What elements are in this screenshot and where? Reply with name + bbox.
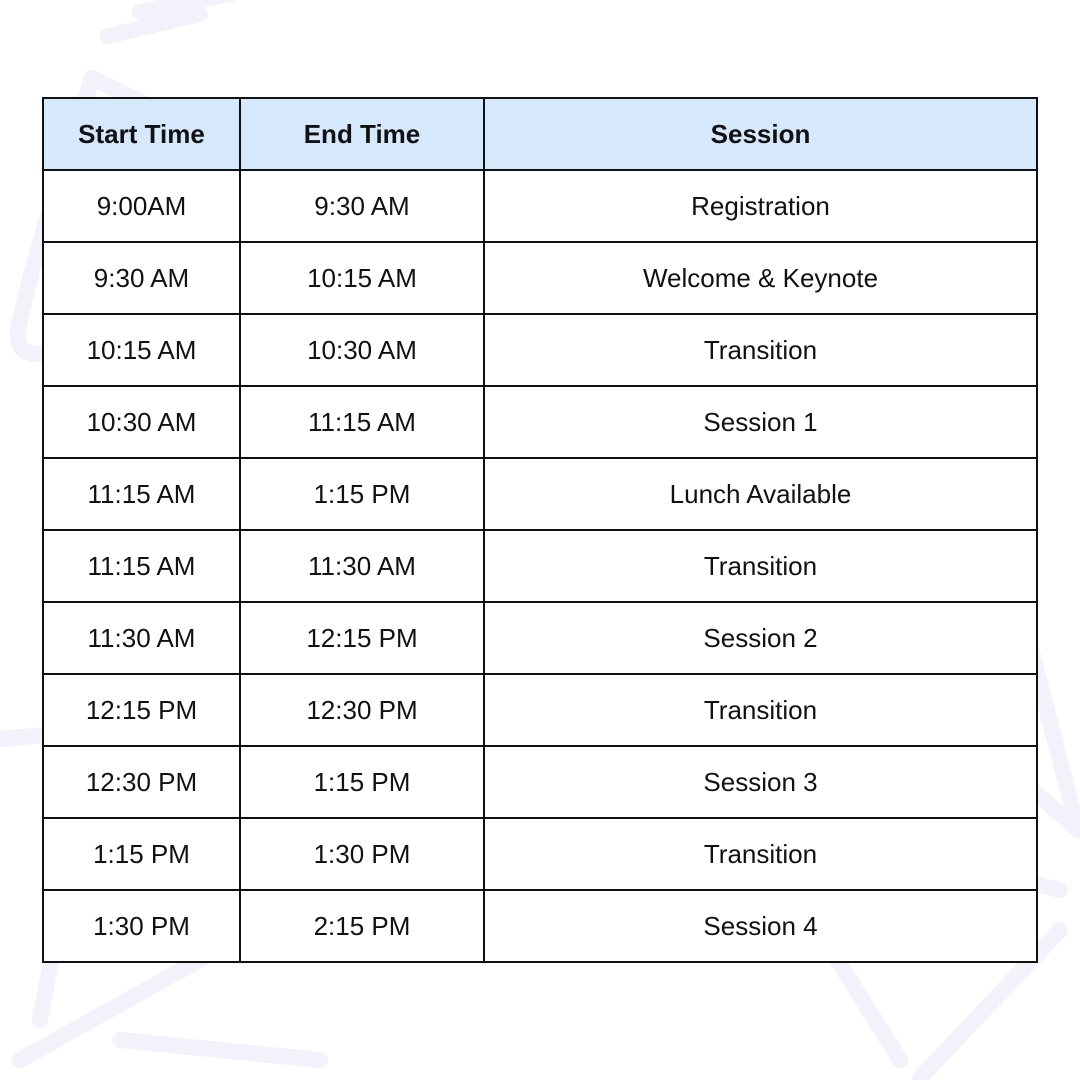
session-cell: Registration bbox=[484, 170, 1037, 242]
start-time-cell: 11:15 AM bbox=[43, 530, 240, 602]
start-time-cell: 1:30 PM bbox=[43, 890, 240, 962]
end-time-header: End Time bbox=[240, 98, 484, 170]
table-row bbox=[43, 674, 1037, 746]
table-row bbox=[43, 170, 1037, 242]
end-time-cell: 11:30 AM bbox=[240, 530, 484, 602]
end-time-cell: 12:15 PM bbox=[240, 602, 484, 674]
start-time-cell: 1:15 PM bbox=[43, 818, 240, 890]
start-time-cell: 9:30 AM bbox=[43, 242, 240, 314]
end-time-cell: 2:15 PM bbox=[240, 890, 484, 962]
end-time-cell: 9:30 AM bbox=[240, 170, 484, 242]
end-time-cell: 12:30 PM bbox=[240, 674, 484, 746]
session-cell: Session 3 bbox=[484, 746, 1037, 818]
table-row bbox=[43, 890, 1037, 962]
session-cell: Session 1 bbox=[484, 386, 1037, 458]
session-cell: Lunch Available bbox=[484, 458, 1037, 530]
start-time-header: Start Time bbox=[43, 98, 240, 170]
table-row bbox=[43, 458, 1037, 530]
start-time-cell: 11:30 AM bbox=[43, 602, 240, 674]
table-row bbox=[43, 746, 1037, 818]
end-time-cell: 11:15 AM bbox=[240, 386, 484, 458]
session-cell: Transition bbox=[484, 530, 1037, 602]
table-row bbox=[43, 242, 1037, 314]
table-row bbox=[43, 818, 1037, 890]
session-cell: Session 2 bbox=[484, 602, 1037, 674]
table-header-row bbox=[43, 98, 1037, 170]
session-cell: Transition bbox=[484, 674, 1037, 746]
end-time-cell: 1:15 PM bbox=[240, 458, 484, 530]
session-cell: Welcome & Keynote bbox=[484, 242, 1037, 314]
table-row bbox=[43, 602, 1037, 674]
start-time-cell: 12:30 PM bbox=[43, 746, 240, 818]
decorative-triangle-top bbox=[108, 0, 230, 36]
end-time-cell: 10:15 AM bbox=[240, 242, 484, 314]
start-time-cell: 10:30 AM bbox=[43, 386, 240, 458]
session-cell: Transition bbox=[484, 818, 1037, 890]
end-time-cell: 1:15 PM bbox=[240, 746, 484, 818]
start-time-cell: 11:15 AM bbox=[43, 458, 240, 530]
start-time-cell: 10:15 AM bbox=[43, 314, 240, 386]
session-cell: Session 4 bbox=[484, 890, 1037, 962]
table-row bbox=[43, 314, 1037, 386]
session-header: Session bbox=[484, 98, 1037, 170]
end-time-cell: 10:30 AM bbox=[240, 314, 484, 386]
decorative-stroke-bottom bbox=[120, 1040, 320, 1060]
schedule-table bbox=[42, 97, 1038, 963]
start-time-cell: 9:00AM bbox=[43, 170, 240, 242]
start-time-cell: 12:15 PM bbox=[43, 674, 240, 746]
end-time-cell: 1:30 PM bbox=[240, 818, 484, 890]
session-cell: Transition bbox=[484, 314, 1037, 386]
table-row bbox=[43, 530, 1037, 602]
table-row bbox=[43, 386, 1037, 458]
